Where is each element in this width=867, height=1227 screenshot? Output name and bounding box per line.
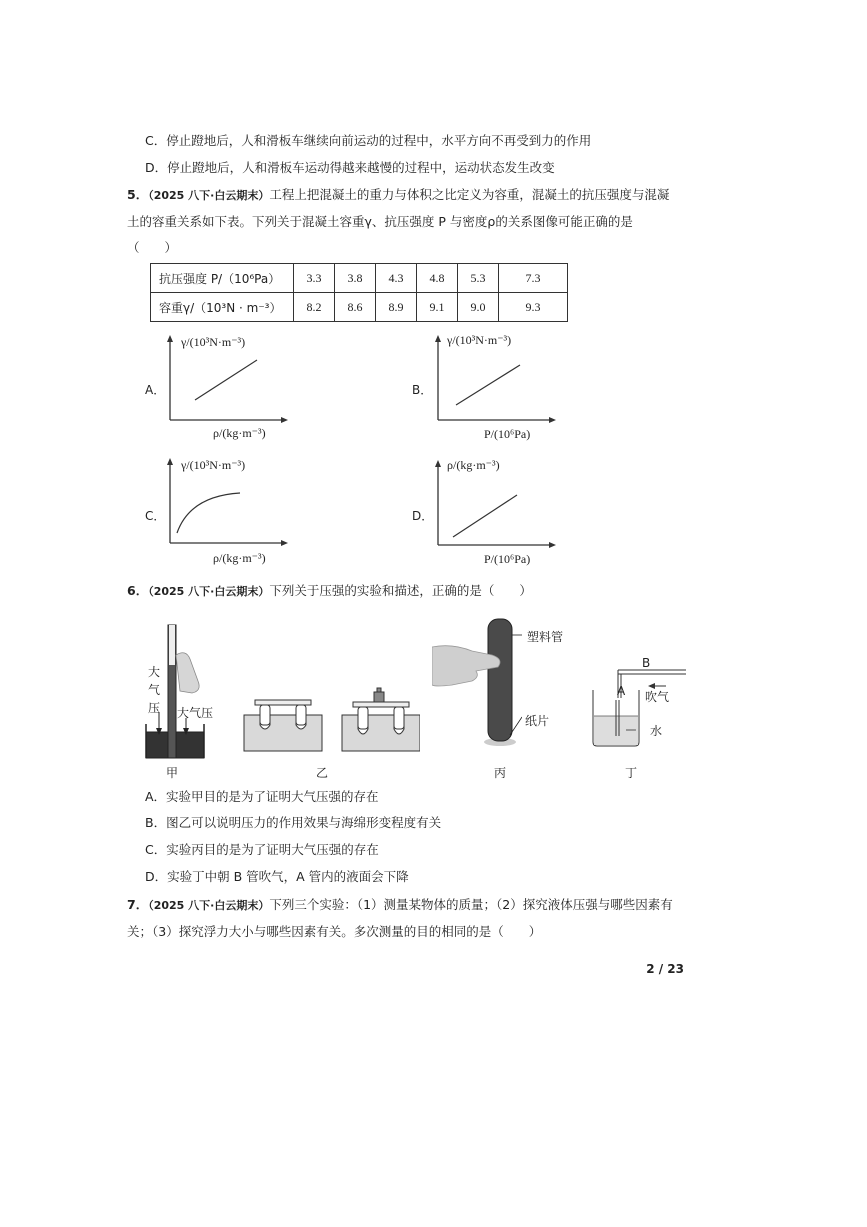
q7-stem-line1 (127, 897, 673, 914)
table-cell: 9.0 (458, 293, 499, 322)
q6-option-d: D．实验丁中朝 B 管吹气，A 管内的液面会下降 (145, 869, 409, 884)
plastic-tube-icon (488, 619, 512, 741)
graph-d-line (453, 495, 517, 537)
graph-d-xlabel: P/(10⁶Pa) (484, 552, 531, 566)
table-cell: 8.9 (376, 293, 417, 322)
q5-text1: 工程上把混凝土的重力与体积之比定义为容重，混凝土的抗压强度与混凝 (269, 187, 670, 202)
caption-ding: 丁 (625, 766, 638, 780)
q6-option-b: B．图乙可以说明压力的作用效果与海绵形变程度有关 (145, 815, 442, 830)
weight-icon (374, 692, 384, 702)
table-cell: 8.6 (335, 293, 376, 322)
q7-stem-line2: 关；（3）探究浮力大小与哪些因素有关。多次测量的目的相同的是（ ） (127, 924, 542, 939)
table-row (151, 264, 568, 293)
q6-option-a: A．实验甲目的是为了证明大气压强的存在 (145, 789, 379, 804)
figure-bing (432, 615, 522, 750)
q6-stem (127, 583, 532, 600)
figure-ding (590, 660, 690, 750)
graph-b-label: B． (412, 383, 433, 397)
table-cell: 7.3 (499, 264, 568, 293)
graph-c-ylabel: γ/(10³N·m⁻³) (181, 458, 246, 472)
q6-source: （2025 八下·白云期末） (148, 585, 270, 598)
table-cell: 8.2 (294, 293, 335, 322)
table-cell: 9.3 (499, 293, 568, 322)
table-cell: 3.8 (335, 264, 376, 293)
graph-b-xlabel: P/(10⁶Pa) (484, 427, 531, 441)
label-a: A (617, 684, 626, 698)
label-plastic-tube: 塑料管 (527, 630, 564, 644)
graph-b-line (456, 365, 520, 405)
caption-jia: 甲 (166, 766, 179, 780)
graph-d-ylabel: ρ/(kg·m⁻³) (447, 458, 500, 472)
graph-a-line (195, 360, 257, 400)
q7-text1: 下列三个实验：（1）测量某物体的质量；（2）探究液体压强与哪些因素有 (269, 897, 673, 912)
q4-option-c: C．停止蹬地后，人和滑板车继续向前运动的过程中，水平方向不再受到力的作用 (145, 133, 592, 148)
table-head-density: 容重γ/（10³N · m⁻³） (151, 293, 294, 322)
q6-text: 下列关于压强的实验和描述，正确的是（ ） (269, 583, 532, 598)
graph-a-label: A． (145, 383, 166, 397)
graph-d-label: D． (412, 509, 434, 523)
q5-stem-line1 (127, 187, 669, 204)
table-cell: 4.8 (417, 264, 458, 293)
graph-c-curve (177, 493, 240, 533)
q4-option-d: D．停止蹬地后，人和滑板车运动得越来越慢的过程中，运动状态发生改变 (145, 160, 555, 175)
graph-d (428, 460, 558, 555)
caption-yi: 乙 (316, 766, 329, 780)
graph-a-xlabel: ρ/(kg·m⁻³) (213, 426, 266, 440)
table-head-pressure: 抗压强度 P/（10⁶Pa） (151, 264, 294, 293)
label-blow: 吹气 (645, 690, 670, 704)
q6-number: 6． (127, 583, 149, 598)
q6-option-c: C．实验丙目的是为了证明大气压强的存在 (145, 842, 379, 857)
label-water: 水 (650, 724, 663, 738)
jia-left-label: 大气压 (148, 665, 161, 715)
q7-source: （2025 八下·白云期末） (148, 899, 270, 912)
q5-source: （2025 八下·白云期末） (148, 189, 270, 202)
table-cell: 3.3 (294, 264, 335, 293)
table-cell: 5.3 (458, 264, 499, 293)
graph-c-xlabel: ρ/(kg·m⁻³) (213, 551, 266, 565)
q5-data-table (150, 263, 568, 322)
q5-number: 5． (127, 187, 149, 202)
label-b: B (642, 656, 651, 670)
table-row (151, 293, 568, 322)
table-cell: 4.3 (376, 264, 417, 293)
jia-right-label: 大气压 (177, 706, 214, 720)
graph-a-ylabel: γ/(10³N·m⁻³) (181, 335, 246, 349)
q5-stem-line2: 土的容重关系如下表。下列关于混凝土容重γ、抗压强度 P 与密度ρ的关系图像可能正确的是 (127, 214, 633, 229)
q7-number: 7． (127, 897, 149, 912)
table-cell: 9.1 (417, 293, 458, 322)
label-paper: 纸片 (525, 714, 550, 728)
figure-yi (240, 685, 420, 755)
graph-b (428, 335, 558, 430)
page-number: 2 / 23 (646, 962, 684, 976)
hand-icon (176, 653, 199, 693)
caption-bing: 丙 (494, 766, 507, 780)
q5-stem-line3: （ ） (127, 240, 178, 255)
graph-c-label: C． (145, 509, 166, 523)
graph-b-ylabel: γ/(10³N·m⁻³) (447, 333, 512, 347)
